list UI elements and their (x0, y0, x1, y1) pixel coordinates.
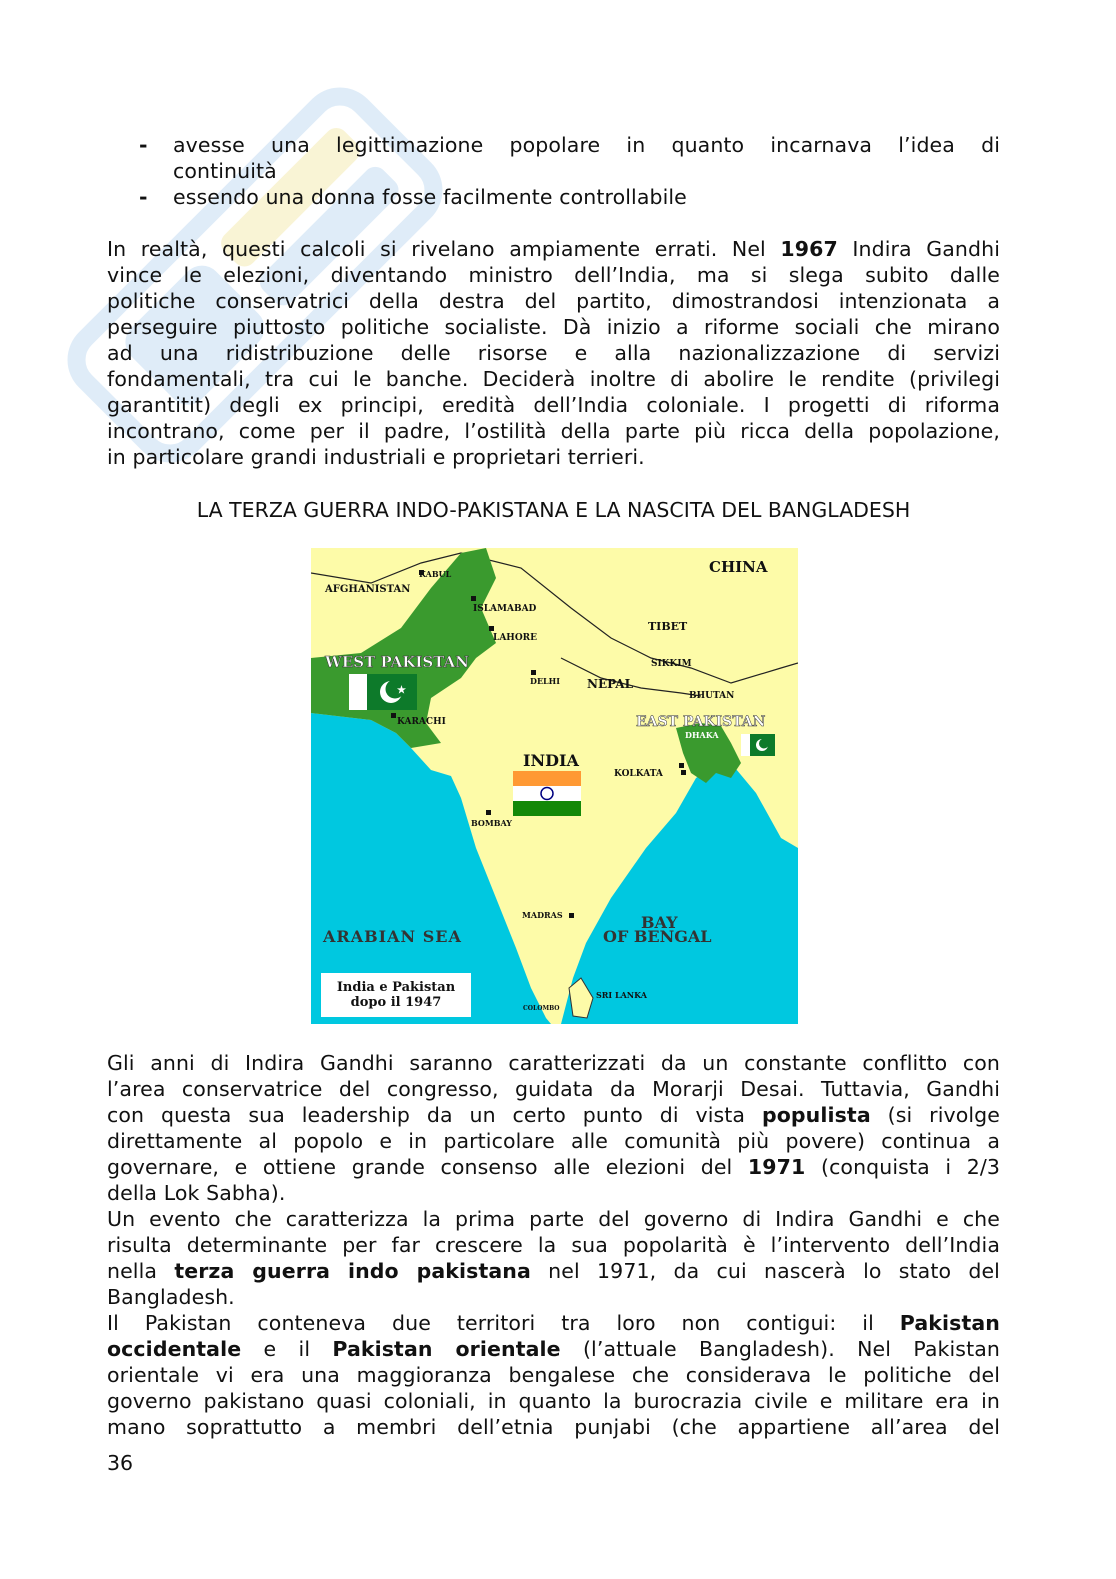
label-tibet: TIBET (648, 620, 688, 633)
label-sikkim: SIKKIM (651, 659, 692, 669)
svg-text:★: ★ (397, 685, 406, 696)
pakistan-flag-west (349, 674, 417, 710)
label-afghanistan: AFGHANISTAN (325, 584, 411, 595)
pakistan-flag-east (741, 734, 775, 756)
label-bombay: BOMBAY (471, 818, 513, 828)
paragraph-reforms: In realtà, questi calcoli si rivelano ampiamente errati. Nel 1967 Indira Gandhi vince le elezioni, diventando ministro dell’India, ma si slega subito dalle politiche conservatrici della destra del partito, dimostrandosi intenzionata a perseguire piuttosto politiche socialiste. Dà inizio a riforme sociali che mirano ad una ridistribuzione delle risorse e alla nazionalizzazione di servizi fondamentali, tra cui le banche. Deciderà inoltre di abolire le rendite (privilegi garantitit) degli ex principi, eredità dell’India coloniale. I progetti di riforma incontrano, come per il padre, l’ostilità della parte più ricca della popolazione, in particolare grandi industriali e proprietari terrieri. (107, 237, 1000, 469)
label-china: CHINA (709, 558, 768, 576)
india-flag (513, 771, 581, 816)
label-india: INDIA (523, 751, 579, 770)
label-arabian-sea: ARABIAN SEA (323, 927, 462, 946)
page-number: 36 (107, 1451, 134, 1475)
label-islamabad: ISLAMABAD (473, 604, 537, 614)
bullet-list (107, 132, 1000, 210)
label-bay: BAY (641, 913, 678, 932)
india-pakistan-map (311, 548, 798, 1024)
label-bhutan: BHUTAN (689, 691, 735, 701)
map-caption-line1: India e Pakistan (336, 980, 456, 995)
label-delhi: DELHI (530, 676, 560, 686)
label-of-bengal: OF BENGAL (603, 927, 712, 946)
label-east-pakistan: EAST PAKISTAN (636, 714, 766, 730)
label-lahore: LAHORE (493, 633, 537, 643)
list-item: - avesse una legittimazione popolare in quanto incarnava l’idea di continuità (139, 133, 1000, 183)
section-heading: LA TERZA GUERRA INDO-PAKISTANA E LA NASCITA DEL BANGLADESH (196, 498, 911, 522)
label-kabul: KABUL (419, 569, 452, 579)
list-item: - essendo una donna fosse facilmente controllabile (139, 185, 687, 209)
label-sri-lanka: SRI LANKA (596, 990, 647, 1000)
label-colombo: COLOMBO (523, 1005, 560, 1012)
label-karachi: KARACHI (397, 717, 446, 727)
label-madras: MADRAS (522, 910, 563, 920)
paragraph-indira-years: Gli anni di Indira Gandhi saranno caratterizzati da un constante conflitto con l’area conservatrice del congresso, guidata da Morarji Desai. Tuttavia, Gandhi con questa sua leadership da un certo punto di vista populista (si rivolge direttamente al popolo e in particolare alle comunità più povere) continua a governare, e ottiene grande consenso alle elezioni del 1971 (conquista i 2/3 della Lok Sabha). Un evento che caratterizza la prima parte del governo di Indira Gandhi e che risulta determinante per far crescere la sua popolarità è l’intervento dell’India nella terza guerra indo pakistana nel 1971, da cui nascerà lo stato del Bangladesh. Il Pakistan conteneva due territori tra loro non contigui: il Pakistan occidentale e il Pakistan orientale (l’attuale Bangladesh). Nel Pakistan orientale vi era una maggioranza bengalese che considerava le politiche del governo pakistano quasi coloniali, in quanto la burocrazia civile e militare era in mano soprattutto a membri dell’etnia punjabi (che appartiene all’area del (107, 1051, 1000, 1439)
label-west-pakistan: WEST PAKISTAN (325, 653, 469, 671)
map-caption-line2: dopo il 1947 (350, 995, 442, 1010)
label-kolkata: KOLKATA (614, 769, 663, 779)
label-dhaka: DHAKA (685, 730, 719, 740)
label-nepal: NEPAL (587, 677, 634, 691)
